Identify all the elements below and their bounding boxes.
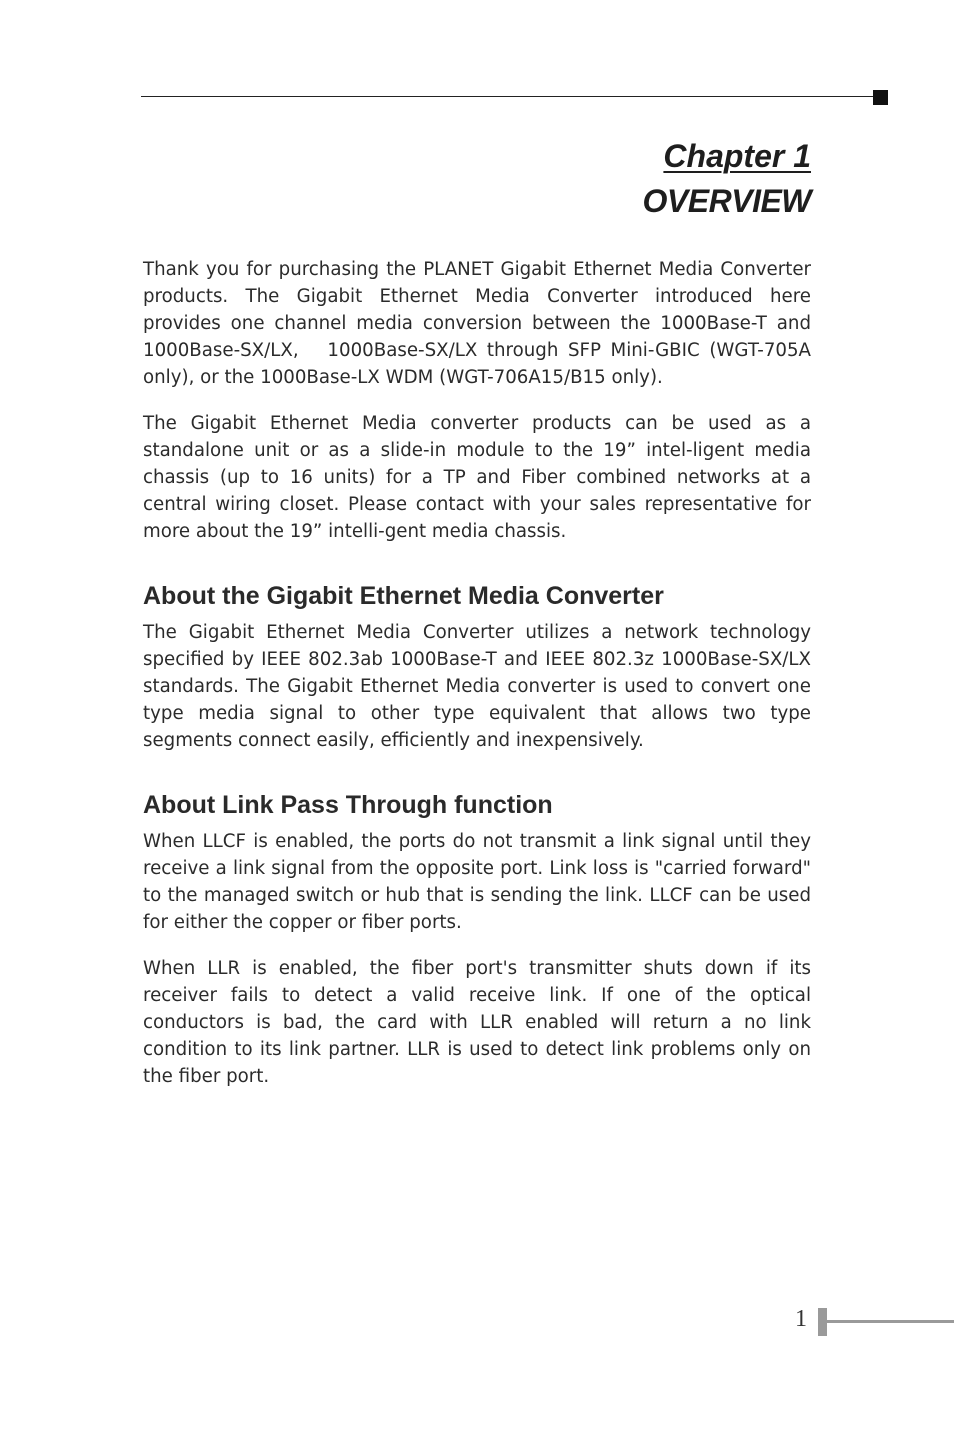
page-number: 1	[795, 1306, 807, 1332]
header-square-marker	[873, 90, 888, 105]
llr-paragraph: When LLR is enabled, the fiber port's transmitter shuts down if its receiver fails to detect a valid receive link. If one of the optical conductors is bad, the card with LLR enabled will return a no link condition to its link partner. LLR is used to detect link problems only on the fiber port.	[143, 958, 811, 1087]
footer-rule	[827, 1320, 954, 1323]
section-heading-link-pass-through: About Link Pass Through function	[143, 791, 553, 819]
intro-paragraph-2: The Gigabit Ethernet Media converter products can be used as a standalone unit or as a slide-in module to the 19” intel-ligent media chassis (up to 16 units) for a TP and Fiber combined networks at a central wiring closet. Please contact with your sales representative for more about the 19” intelli-gent media chassis.	[143, 413, 811, 542]
converter-paragraph: The Gigabit Ethernet Media Converter utilizes a network technology specified by IEEE 802.3ab 1000Base-T and IEEE 802.3z 1000Base-SX/LX standards. The Gigabit Ethernet Media converter is used to convert one type media signal to other type equivalent that allows two type segments connect easily, efficiently and inexpensively.	[143, 622, 811, 751]
intro-paragraph-1: Thank you for purchasing the PLANET Gigabit Ethernet Media Converter products. The Gigabit Ethernet Media Converter introduced here provides one channel media conversion between the 1000Base-T and 1000Base-SX/LX, 1000Base-SX/LX through SFP Mini-GBIC (WGT-705A only), or the 1000Base-LX WDM (WGT-706A15/B15 only).	[143, 259, 811, 388]
llcf-paragraph: When LLCF is enabled, the ports do not transmit a link signal until they receive a link signal from the opposite port. Link loss is "carried forward" to the managed switch or hub that is sending the link. LLCF can be used for either the copper or fiber ports.	[143, 831, 811, 933]
header-rule	[141, 96, 873, 97]
page-body	[143, 256, 811, 1109]
footer-bar-marker	[818, 1308, 827, 1336]
chapter-subtitle: OVERVIEW	[642, 183, 811, 219]
section-heading-converter: About the Gigabit Ethernet Media Converter	[143, 582, 664, 610]
chapter-title: Chapter 1	[663, 138, 811, 174]
chapter-heading	[643, 134, 811, 224]
